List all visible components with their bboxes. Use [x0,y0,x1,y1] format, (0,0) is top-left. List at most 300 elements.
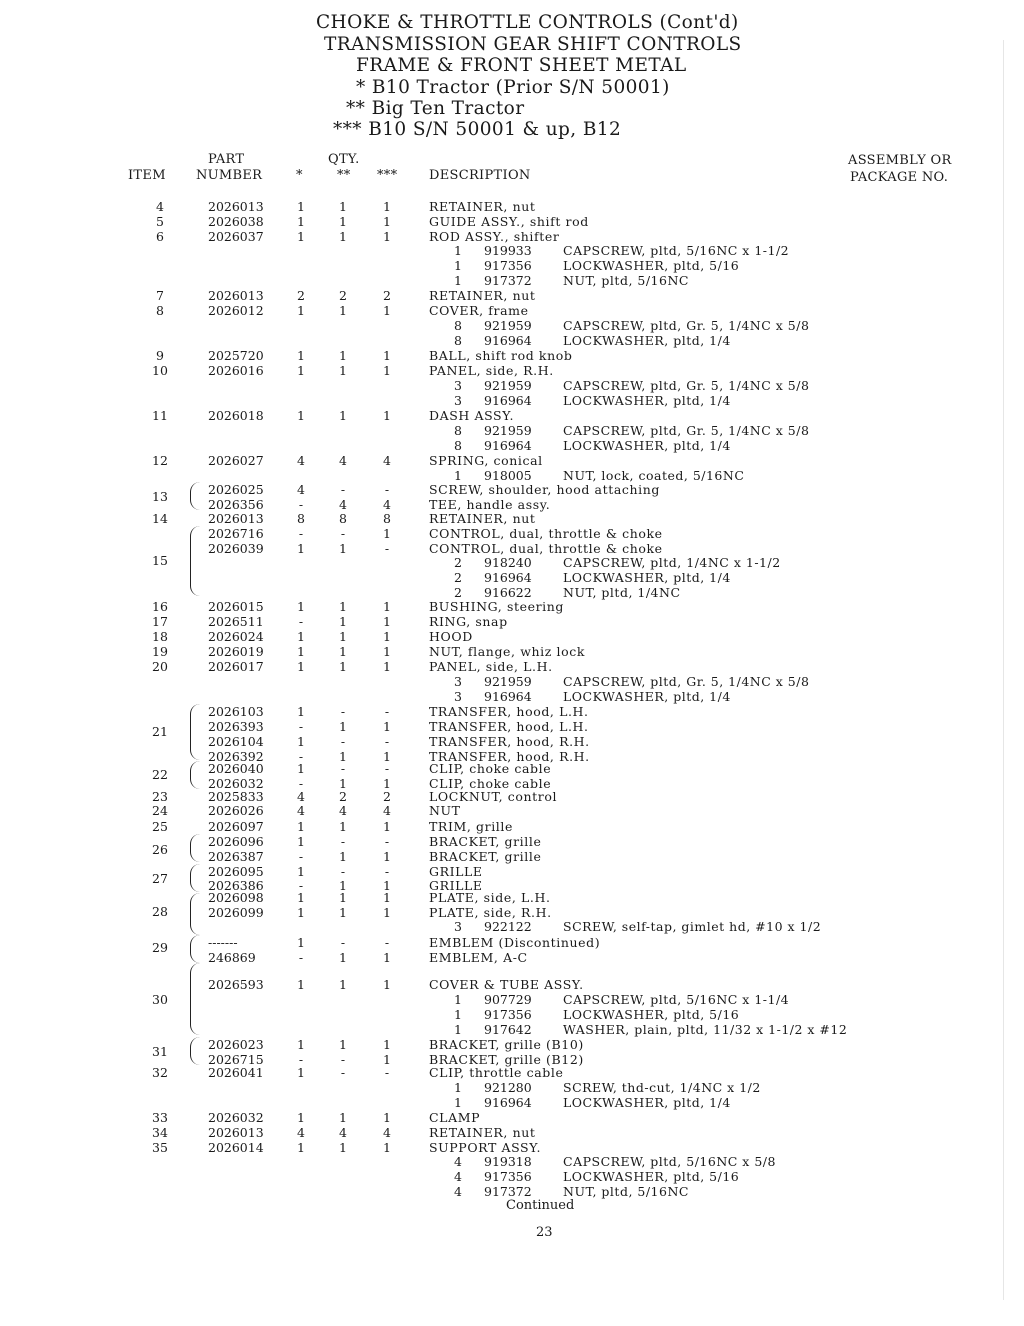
group-brace [190,704,205,760]
qty-b10-b12: 4 [383,1125,391,1140]
part-number: 2026013 [208,288,264,303]
sub-part-number: 918005 [484,468,532,483]
group-brace [190,963,205,1035]
part-description: BRACKET, grille (B10) [429,1037,584,1052]
qty-b10-b12: - [384,935,390,950]
title-line: * B10 Tractor (Prior S/N 50001) [356,77,670,98]
qty-b10-b12: 1 [383,363,391,378]
sub-part-description: CAPSCREW, pltd, Gr. 5, 1/4NC x 5/8 [563,423,810,438]
qty-b10-prior: 1 [297,644,305,659]
sub-part-row [0,393,1024,408]
qty-b10-prior: 1 [297,1140,305,1155]
part-description: BRACKET, grille [429,849,542,864]
qty-b10-prior: - [298,950,304,965]
sub-part-row [0,1184,1024,1199]
qty-big-ten: 1 [339,905,347,920]
qty-b10-prior: - [298,497,304,512]
part-description: RETAINER, nut [429,511,536,526]
qty-b10-b12: - [384,541,390,556]
part-description: TRANSFER, hood, L.H. [429,704,589,719]
qty-big-ten: 1 [339,977,347,992]
title-line: CHOKE & THROTTLE CONTROLS (Cont'd) [316,12,739,33]
part-description: RETAINER, nut [429,199,536,214]
qty-b10-prior: 1 [297,704,305,719]
sub-part-row [0,1007,1024,1022]
group-brace [190,864,205,892]
group-item-number: 29 [152,940,168,955]
qty-big-ten: 1 [339,629,347,644]
sub-part-qty: 3 [454,919,462,934]
sub-part-qty: 1 [454,992,462,1007]
qty-b10-b12: 1 [383,1140,391,1155]
part-number: 2026098 [208,890,264,905]
sub-part-row [0,674,1024,689]
sub-part-description: SCREW, self-tap, gimlet hd, #10 x 1/2 [563,919,822,934]
part-description: EMBLEM (Discontinued) [429,935,601,950]
qty-b10-b12: 1 [383,1110,391,1125]
header-qty-col2: ** [337,168,351,183]
sub-part-qty: 8 [454,318,462,333]
qty-b10-b12: 1 [383,526,391,541]
part-description: PLATE, side, R.H. [429,905,552,920]
part-number: 2026013 [208,1125,264,1140]
item-number: 20 [152,659,168,674]
qty-big-ten: 1 [339,950,347,965]
part-number: 2026018 [208,408,264,423]
part-number: 2026013 [208,511,264,526]
table-row [0,453,1024,468]
qty-b10-b12: 2 [383,288,391,303]
sub-part-description: LOCKWASHER, pltd, 5/16 [563,1169,740,1184]
sub-part-qty: 1 [454,1007,462,1022]
item-number: 34 [152,1125,168,1140]
qty-b10-prior: 1 [297,659,305,674]
table-row [0,214,1024,229]
group-item-number: 22 [152,767,168,782]
qty-big-ten: - [340,526,346,541]
qty-big-ten: 1 [339,599,347,614]
part-number: 2026032 [208,776,264,791]
part-number: 2026041 [208,1065,264,1080]
item-number: 33 [152,1110,168,1125]
sub-part-description: CAPSCREW, pltd, Gr. 5, 1/4NC x 5/8 [563,318,810,333]
qty-b10-prior: - [298,614,304,629]
qty-b10-b12: 1 [383,348,391,363]
qty-b10-prior: - [298,526,304,541]
qty-b10-prior: - [298,719,304,734]
qty-big-ten: 1 [339,348,347,363]
table-row [0,363,1024,378]
qty-b10-b12: - [384,864,390,879]
sub-part-row [0,243,1024,258]
sub-part-qty: 1 [454,1095,462,1110]
qty-big-ten: 1 [339,749,347,764]
part-number: 2026511 [208,614,264,629]
part-description: RETAINER, nut [429,1125,536,1140]
part-description: GUIDE ASSY., shift rod [429,214,589,229]
qty-b10-prior: 4 [297,482,305,497]
part-number: 2026023 [208,1037,264,1052]
part-description: PLATE, side, L.H. [429,890,551,905]
part-number: 2026016 [208,363,264,378]
qty-b10-prior: 1 [297,734,305,749]
qty-b10-prior: - [298,749,304,764]
sub-part-description: LOCKWASHER, pltd, 1/4 [563,1095,731,1110]
qty-b10-prior: 1 [297,1065,305,1080]
sub-part-number: 917642 [484,1022,532,1037]
part-description: SPRING, conical [429,453,543,468]
group-item-number: 28 [152,904,168,919]
sub-part-number: 916964 [484,438,532,453]
part-number: 2026013 [208,199,264,214]
sub-part-description: CAPSCREW, pltd, 5/16NC x 1-1/4 [563,992,790,1007]
part-description: DASH ASSY. [429,408,515,423]
qty-b10-prior: 1 [297,363,305,378]
part-description: COVER & TUBE ASSY. [429,977,584,992]
sub-part-qty: 3 [454,674,462,689]
sub-part-number: 921959 [484,378,532,393]
part-description: CONTROL, dual, throttle & choke [429,526,663,541]
page-number: 23 [536,1225,553,1240]
sub-part-qty: 3 [454,378,462,393]
group-brace [190,893,205,935]
header-part-top: PART [208,152,245,167]
qty-b10-prior: 1 [297,1037,305,1052]
qty-b10-prior: - [298,878,304,893]
qty-b10-b12: 1 [383,776,391,791]
sub-part-description: LOCKWASHER, pltd, 1/4 [563,393,731,408]
sub-part-description: LOCKWASHER, pltd, 1/4 [563,689,731,704]
qty-b10-b12: 1 [383,408,391,423]
part-number: 2026017 [208,659,264,674]
part-number: 2026097 [208,819,264,834]
qty-b10-prior: 1 [297,629,305,644]
part-description: TEE, handle assy. [429,497,551,512]
qty-b10-prior: 4 [297,453,305,468]
qty-big-ten: 1 [339,849,347,864]
qty-b10-b12: 1 [383,878,391,893]
table-row [0,303,1024,318]
item-number: 32 [152,1065,168,1080]
header-description: DESCRIPTION [429,168,531,183]
item-number: 5 [156,214,164,229]
table-row [0,890,1024,905]
sub-part-row [0,1080,1024,1095]
part-number: 2026039 [208,541,264,556]
qty-b10-prior: 1 [297,199,305,214]
qty-big-ten: 1 [339,363,347,378]
qty-b10-b12: 1 [383,849,391,864]
part-number: 2026386 [208,878,264,893]
qty-b10-prior: 1 [297,408,305,423]
sub-part-row [0,1154,1024,1169]
table-row [0,789,1024,804]
sub-part-description: NUT, pltd, 1/4NC [563,585,681,600]
part-number: 2026593 [208,977,264,992]
part-number: 2026014 [208,1140,264,1155]
part-description: GRILLE [429,864,483,879]
sub-part-description: CAPSCREW, pltd, 1/4NC x 1-1/2 [563,555,781,570]
qty-b10-b12: 4 [383,803,391,818]
part-number: 2026025 [208,482,264,497]
qty-big-ten: 1 [339,408,347,423]
qty-b10-b12: 4 [383,453,391,468]
item-number: 25 [152,819,168,834]
qty-big-ten: - [340,834,346,849]
qty-big-ten: 1 [339,878,347,893]
table-row [0,629,1024,644]
part-number: 2026099 [208,905,264,920]
qty-b10-prior: 1 [297,834,305,849]
qty-big-ten: 1 [339,303,347,318]
table-row [0,229,1024,244]
qty-big-ten: 1 [339,890,347,905]
part-description: TRANSFER, hood, R.H. [429,749,590,764]
qty-big-ten: 4 [339,453,347,468]
part-number: 2026096 [208,834,264,849]
part-description: BALL, shift rod knob [429,348,573,363]
sub-part-qty: 3 [454,689,462,704]
table-row [0,348,1024,363]
sub-part-qty: 2 [454,570,462,585]
sub-part-number: 907729 [484,992,532,1007]
part-number: 2026095 [208,864,264,879]
part-number: 2026012 [208,303,264,318]
qty-b10-b12: 1 [383,977,391,992]
item-number: 11 [152,408,168,423]
qty-b10-b12: 2 [383,789,391,804]
qty-b10-b12: 1 [383,659,391,674]
qty-b10-prior: 8 [297,511,305,526]
group-item-number: 13 [152,489,168,504]
qty-b10-prior: - [298,776,304,791]
item-number: 12 [152,453,168,468]
sub-part-row [0,423,1024,438]
qty-b10-b12: 1 [383,599,391,614]
group-item-number: 31 [152,1044,168,1059]
sub-part-number: 916964 [484,333,532,348]
qty-b10-prior: 1 [297,890,305,905]
qty-b10-prior: 1 [297,599,305,614]
sub-part-number: 921280 [484,1080,532,1095]
title-line: *** B10 S/N 50001 & up, B12 [333,119,622,140]
sub-part-number: 916964 [484,1095,532,1110]
part-description: GRILLE [429,878,483,893]
table-row [0,1140,1024,1155]
qty-b10-b12: 1 [383,229,391,244]
sub-part-qty: 2 [454,585,462,600]
sub-part-row [0,1169,1024,1184]
qty-b10-prior: 4 [297,803,305,818]
sub-part-qty: 8 [454,423,462,438]
sub-part-number: 916964 [484,689,532,704]
header-item: ITEM [128,168,166,183]
part-description: CONTROL, dual, throttle & choke [429,541,663,556]
part-description: CLIP, choke cable [429,761,552,776]
qty-b10-prior: 1 [297,864,305,879]
sub-part-qty: 1 [454,258,462,273]
part-number: 2026387 [208,849,264,864]
sub-part-description: CAPSCREW, pltd, Gr. 5, 1/4NC x 5/8 [563,378,810,393]
item-number: 9 [156,348,164,363]
scan-edge-line [1003,40,1004,1300]
qty-big-ten: 4 [339,497,347,512]
part-number: 2026015 [208,599,264,614]
part-number: 2026392 [208,749,264,764]
sub-part-row [0,258,1024,273]
item-number: 8 [156,303,164,318]
part-number: 246869 [208,950,256,965]
table-row [0,644,1024,659]
qty-b10-b12: 1 [383,303,391,318]
group-brace [190,834,205,862]
qty-big-ten: 1 [339,199,347,214]
part-number: 2026026 [208,803,264,818]
qty-big-ten: 1 [339,1037,347,1052]
qty-b10-prior: 1 [297,303,305,318]
part-number: 2025833 [208,789,264,804]
sub-part-number: 916964 [484,570,532,585]
sub-part-qty: 4 [454,1184,462,1199]
sub-part-row [0,1022,1024,1037]
qty-b10-b12: 1 [383,629,391,644]
sub-part-row [0,919,1024,934]
qty-b10-b12: 1 [383,950,391,965]
qty-b10-b12: 1 [383,819,391,834]
table-row [0,977,1024,992]
table-row [0,704,1024,719]
part-number: 2026103 [208,704,264,719]
group-brace [190,935,205,963]
qty-b10-prior: 1 [297,229,305,244]
part-description: RING, snap [429,614,508,629]
part-number: ------- [208,935,238,950]
part-description: CLIP, choke cable [429,776,552,791]
table-row [0,526,1024,541]
qty-b10-b12: - [384,834,390,849]
qty-big-ten: - [340,482,346,497]
qty-b10-prior: 1 [297,214,305,229]
header-assembly-bottom: PACKAGE NO. [850,170,949,185]
group-brace [190,526,205,596]
sub-part-description: LOCKWASHER, pltd, 5/16 [563,258,740,273]
sub-part-qty: 1 [454,273,462,288]
part-number: 2026038 [208,214,264,229]
sub-part-number: 916964 [484,393,532,408]
sub-part-number: 917356 [484,258,532,273]
qty-b10-b12: 4 [383,497,391,512]
item-number: 4 [156,199,164,214]
qty-big-ten: 1 [339,1110,347,1125]
group-brace [190,1037,205,1065]
sub-part-description: NUT, pltd, 5/16NC [563,1184,689,1199]
qty-big-ten: 1 [339,614,347,629]
sub-part-number: 917372 [484,273,532,288]
qty-big-ten: 1 [339,644,347,659]
header-qty-col3: *** [377,168,398,183]
part-description: SCREW, shoulder, hood attaching [429,482,660,497]
qty-big-ten: - [340,864,346,879]
sub-part-qty: 3 [454,393,462,408]
sub-part-number: 917356 [484,1007,532,1022]
sub-part-description: LOCKWASHER, pltd, 1/4 [563,333,731,348]
group-brace [190,761,205,789]
qty-b10-b12: 1 [383,644,391,659]
part-description: BUSHING, steering [429,599,565,614]
sub-part-number: 917356 [484,1169,532,1184]
sub-part-description: CAPSCREW, pltd, Gr. 5, 1/4NC x 5/8 [563,674,810,689]
qty-big-ten: - [340,1052,346,1067]
sub-part-number: 919318 [484,1154,532,1169]
item-number: 6 [156,229,164,244]
sub-part-number: 922122 [484,919,532,934]
sub-part-description: LOCKWASHER, pltd, 1/4 [563,438,731,453]
part-number: 2026393 [208,719,264,734]
sub-part-row [0,378,1024,393]
qty-b10-b12: - [384,1065,390,1080]
sub-part-description: LOCKWASHER, pltd, 5/16 [563,1007,740,1022]
group-item-number: 26 [152,842,168,857]
sub-part-number: 917372 [484,1184,532,1199]
part-number: 2026027 [208,453,264,468]
sub-part-description: WASHER, plain, pltd, 11/32 x 1-1/2 x #12 [563,1022,848,1037]
table-row [0,659,1024,674]
sub-part-number: 919933 [484,243,532,258]
qty-b10-prior: 2 [297,288,305,303]
sub-part-description: CAPSCREW, pltd, 5/16NC x 1-1/2 [563,243,790,258]
table-row [0,1125,1024,1140]
item-number: 23 [152,789,168,804]
sub-part-qty: 4 [454,1154,462,1169]
qty-big-ten: 1 [339,719,347,734]
qty-b10-b12: 1 [383,1037,391,1052]
sub-part-description: NUT, pltd, 5/16NC [563,273,689,288]
qty-big-ten: 1 [339,819,347,834]
sub-part-number: 921959 [484,318,532,333]
part-description: CLAMP [429,1110,481,1125]
qty-b10-prior: - [298,849,304,864]
qty-big-ten: - [340,704,346,719]
qty-big-ten: 8 [339,511,347,526]
qty-b10-b12: 1 [383,749,391,764]
part-description: PANEL, side, R.H. [429,363,554,378]
qty-big-ten: 1 [339,214,347,229]
qty-b10-b12: - [384,761,390,776]
qty-big-ten: 2 [339,789,347,804]
sub-part-qty: 1 [454,468,462,483]
header-part-bottom: NUMBER [196,168,263,183]
table-row [0,819,1024,834]
qty-big-ten: 4 [339,1125,347,1140]
qty-b10-prior: 1 [297,761,305,776]
sub-part-row [0,689,1024,704]
item-number: 14 [152,511,168,526]
qty-big-ten: - [340,734,346,749]
sub-part-row [0,333,1024,348]
title-line: FRAME & FRONT SHEET METAL [356,55,687,76]
table-row [0,511,1024,526]
part-description: TRANSFER, hood, R.H. [429,734,590,749]
sub-part-row [0,570,1024,585]
item-number: 17 [152,614,168,629]
sub-part-qty: 1 [454,1080,462,1095]
part-description: BRACKET, grille (B12) [429,1052,584,1067]
part-number: 2026040 [208,761,264,776]
part-number: 2026037 [208,229,264,244]
part-number: 2026104 [208,734,264,749]
sub-part-row [0,468,1024,483]
qty-b10-prior: 1 [297,977,305,992]
